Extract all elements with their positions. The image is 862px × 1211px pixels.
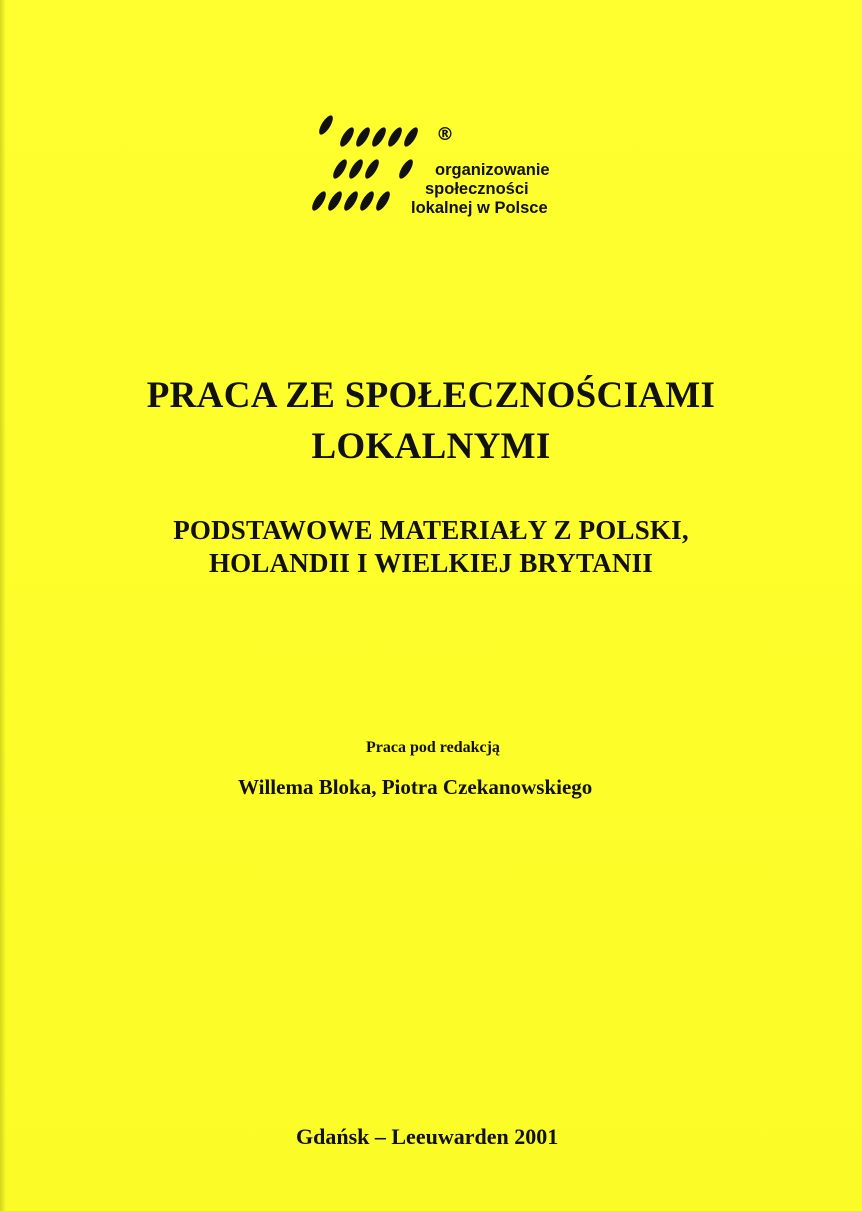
book-title-line-1: PRACA ZE SPOŁECZNOŚCIAMI (146, 375, 716, 416)
book-subtitle-line-1: PODSTAWOWE MATERIAŁY Z POLSKI, (173, 515, 689, 545)
editors-names: Willema Bloka, Piotra Czekanowskiego (238, 775, 593, 799)
logo-text-line-3: lokalnej w Polsce (411, 199, 548, 217)
cover-edge-shadow (0, 0, 6, 1211)
organization-logo (300, 110, 590, 220)
imprint-place-year: Gdańsk – Leeuwarden 2001 (296, 1124, 559, 1149)
logo-text-line-1: organizowanie (435, 161, 550, 179)
book-title-line-2: LOKALNYMI (311, 426, 551, 467)
book-subtitle-line-2: HOLANDII I WIELKIEJ BRYTANII (208, 548, 653, 578)
logo-text-line-2: społeczności (425, 180, 529, 198)
editors-label: Praca pod redakcją (366, 739, 500, 756)
registered-mark-icon: ® (436, 124, 454, 145)
